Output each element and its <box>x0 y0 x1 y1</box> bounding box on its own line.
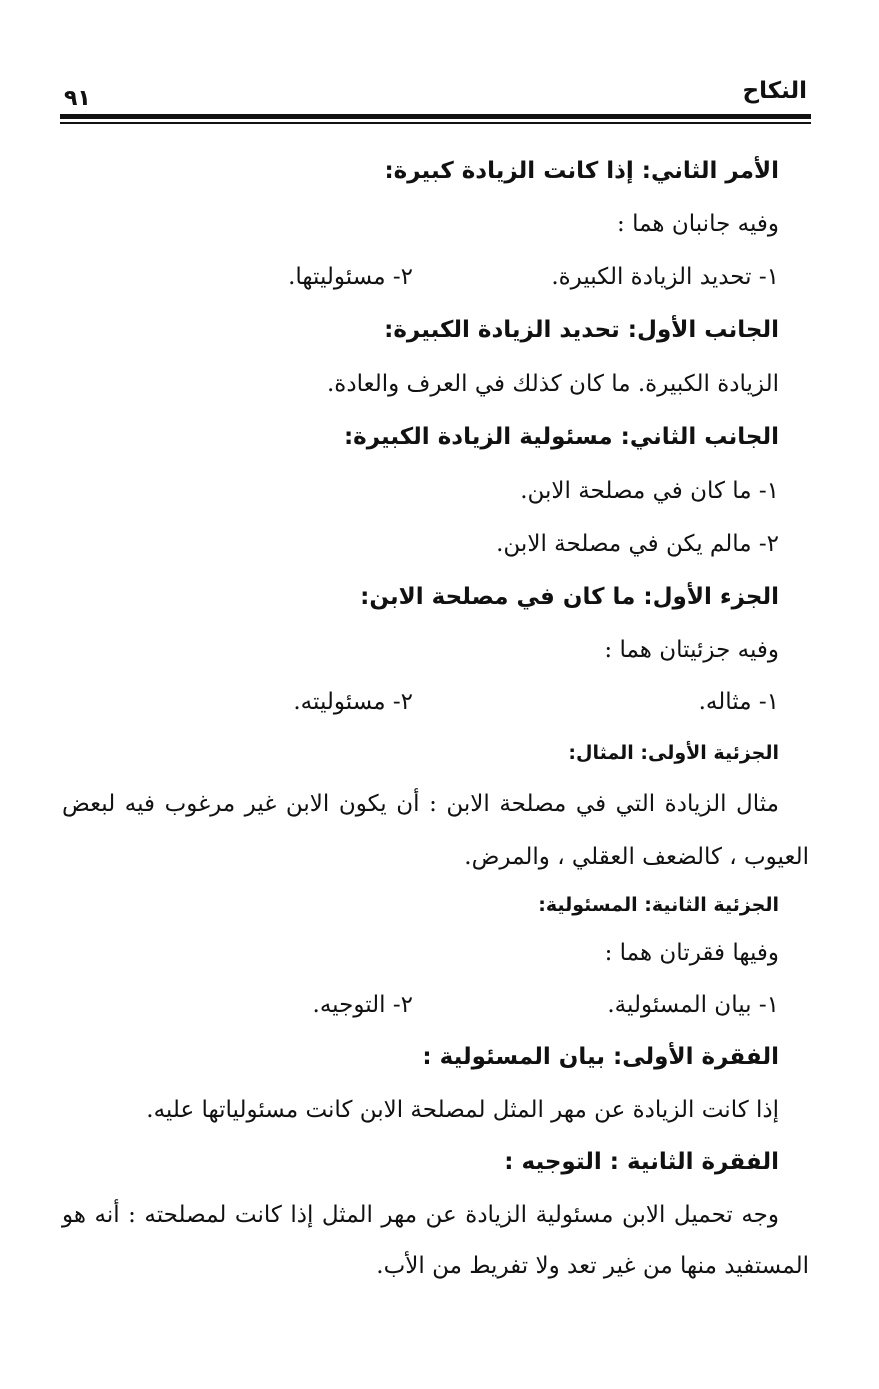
heading-second-matter: الأمر الثاني: إذا كانت الزيادة كبيرة: <box>384 158 779 184</box>
paragraph-line: وجه تحميل الابن مسئولية الزيادة عن مهر المثل إذا كانت لمصلحته : أنه هو <box>62 1202 779 1228</box>
list-item-2: ٢- التوجيه. <box>312 992 413 1018</box>
paragraph-line: وفيها فقرتان هما : <box>604 940 779 966</box>
list-item-1: ١- بيان المسئولية. <box>607 992 779 1018</box>
paragraph-line: إذا كانت الزيادة عن مهر المثل لمصلحة الابن كانت مسئولياتها عليه. <box>146 1097 779 1123</box>
paragraph-line: وفيه جزئيتان هما : <box>604 637 779 663</box>
running-header-title: النكاح <box>742 78 807 104</box>
heading-first-aspect: الجانب الأول: تحديد الزيادة الكبيرة: <box>384 317 779 343</box>
list-item-1: ١- مثاله. <box>698 689 779 715</box>
list-item-2: ٢- مسئوليته. <box>293 689 413 715</box>
header-rule-thick <box>60 114 811 119</box>
list-item-2: ٢- مالم يكن في مصلحة الابن. <box>496 531 779 557</box>
heading-second-aspect: الجانب الثاني: مسئولية الزيادة الكبيرة: <box>343 424 779 450</box>
heading-second-paragraph: الفقرة الثانية : التوجيه : <box>504 1149 779 1175</box>
page-number: ٩١ <box>64 86 91 111</box>
paragraph-line: العيوب ، كالضعف العقلي ، والمرض. <box>464 844 809 870</box>
paragraph-line: المستفيد منها من غير تعد ولا تفريط من الأب. <box>376 1253 809 1279</box>
list-item-1: ١- تحديد الزيادة الكبيرة. <box>551 264 779 290</box>
header-rule-thin <box>60 122 811 124</box>
heading-first-paragraph: الفقرة الأولى: بيان المسئولية : <box>422 1044 779 1070</box>
heading-second-subpart: الجزئية الثانية: المسئولية: <box>538 894 779 916</box>
heading-first-part: الجزء الأول: ما كان في مصلحة الابن: <box>360 584 779 610</box>
paragraph-line: الزيادة الكبيرة. ما كان كذلك في العرف والعادة. <box>327 371 779 397</box>
paragraph-line: مثال الزيادة التي في مصلحة الابن : أن يكون الابن غير مرغوب فيه لبعض <box>62 791 779 817</box>
list-item-2: ٢- مسئوليتها. <box>288 264 413 290</box>
heading-first-subpart: الجزئية الأولى: المثال: <box>568 742 779 764</box>
paragraph-line: وفيه جانبان هما : <box>617 211 779 237</box>
list-item-1: ١- ما كان في مصلحة الابن. <box>520 478 779 504</box>
